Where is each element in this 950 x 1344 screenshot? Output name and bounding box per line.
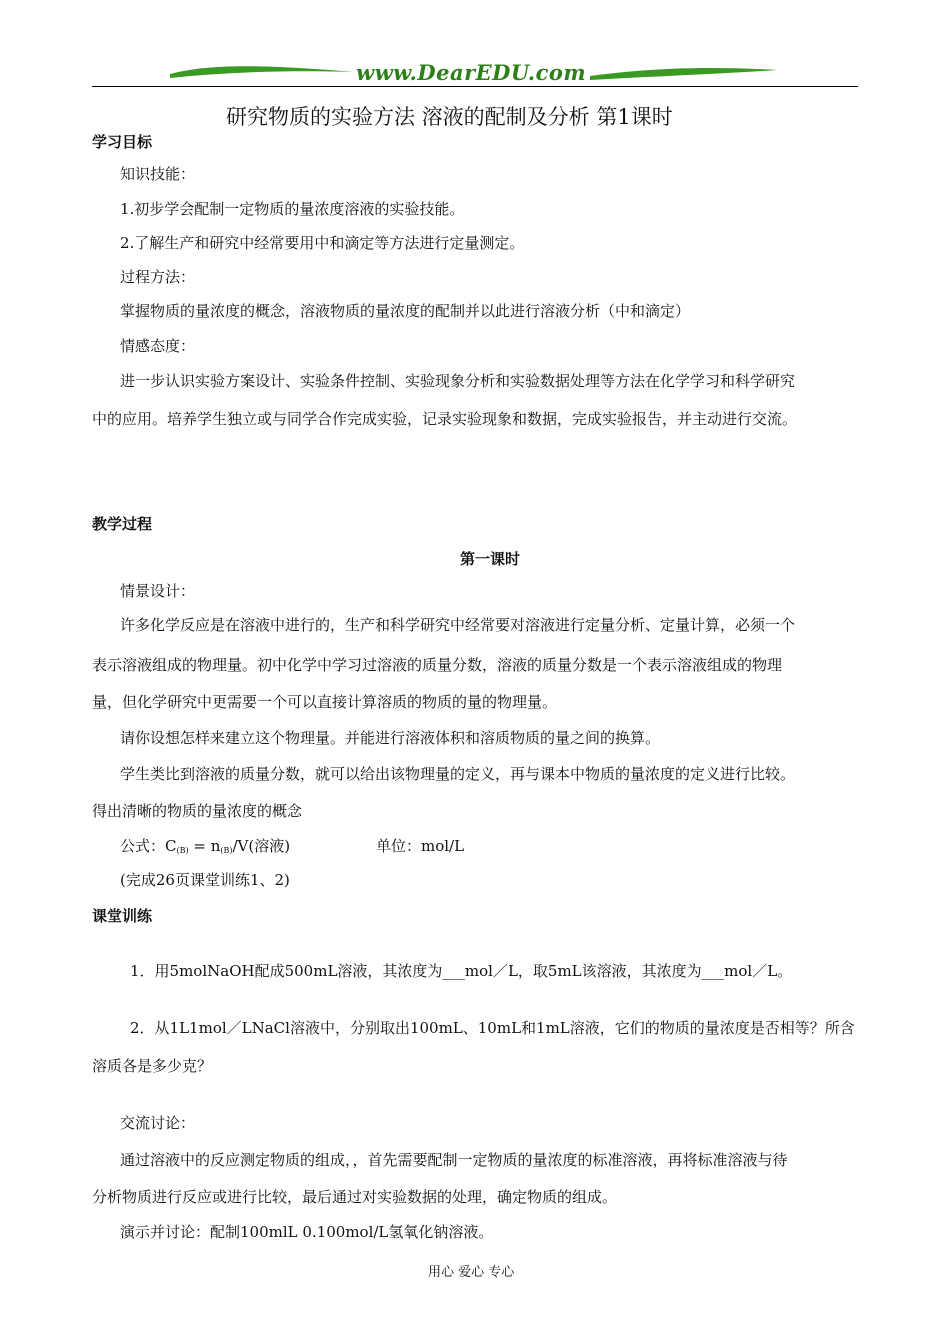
complete-text: (完成26页课堂训练1、2) <box>120 871 290 889</box>
compare-line-2: 得出清晰的物质的量浓度的概念 <box>92 802 303 820</box>
imagine-text: 请你设想怎样来建立这个物理量。并能进行溶液体积和溶质物质的量之间的换算。 <box>120 729 661 747</box>
discussion-line-2: 分析物质进行反应或进行比较，最后通过对实验数据的处理，确定物质的组成。 <box>92 1188 618 1206</box>
demo-text: 演示并讨论：配制100mlL 0.100mol/L氢氧化钠溶液。 <box>120 1223 494 1241</box>
formula-subscript-1: (B) <box>176 846 189 855</box>
practice-heading: 课堂训练 <box>92 907 153 925</box>
swoosh-right-icon <box>588 64 780 84</box>
process-label: 过程方法： <box>120 268 196 286</box>
attitude-label: 情感态度： <box>120 337 196 355</box>
formula-mid: = n <box>188 837 221 855</box>
page-title: 研究物质的实验方法 溶液的配制及分析 第1课时 <box>226 105 673 129</box>
knowledge-label: 知识技能： <box>120 165 196 183</box>
attitude-line-2: 中的应用。培养学生独立或与同学合作完成实验，记录实验现象和数据，完成实验报告，并主动进行交流。 <box>92 410 798 428</box>
swoosh-left-icon <box>168 62 358 82</box>
lesson-heading: 第一课时 <box>460 550 521 568</box>
unit-text: 单位：mol/L <box>376 837 465 855</box>
page-footer: 用心 爱心 专心 <box>428 1265 515 1280</box>
compare-line-1: 学生类比到溶液的质量分数，就可以给出该物理量的定义，再与课本中物质的量浓度的定义进行比较。 <box>120 765 796 783</box>
scenario-line-3: 量，但化学研究中更需要一个可以直接计算溶质的物质的量的物理量。 <box>92 693 558 711</box>
goals-heading: 学习目标 <box>92 133 153 151</box>
scenario-line-1: 许多化学反应是在溶液中进行的，生产和科学研究中经常要对溶液进行定量分析、定量计算，必须一个 <box>120 616 796 634</box>
attitude-line-1: 进一步认识实验方案设计、实验条件控制、实验现象分析和实验数据处理等方法在化学学习和科学研究 <box>120 372 796 390</box>
discussion-line-1: 通过溶液中的反应测定物质的组成，，首先需要配制一定物质的量浓度的标准溶液，再将标准溶液与待 <box>120 1151 788 1169</box>
scenario-line-2: 表示溶液组成的物理量。初中化学中学习过溶液的质量分数，溶液的质量分数是一个表示溶液组成的物理 <box>92 656 783 674</box>
teaching-heading: 教学过程 <box>92 515 153 533</box>
goal-item-2: 2.了解生产和研究中经常要用中和滴定等方法进行定量测定。 <box>120 234 525 252</box>
formula-subscript-2: (B) <box>220 846 233 855</box>
discussion-label: 交流讨论： <box>120 1114 196 1132</box>
formula <box>120 836 290 859</box>
site-logo-text: www.DearEDU.com <box>356 60 587 85</box>
header-rule <box>92 86 858 87</box>
question-2-line-1: 2．从1L1mol／LNaCl溶液中，分别取出100mL、10mL和1mL溶液，它们的物质的量浓度是否相等？所含 <box>130 1019 855 1037</box>
formula-tail: /V(溶液) <box>232 837 291 855</box>
process-text: 掌握物质的量浓度的概念，溶液物质的量浓度的配制并以此进行溶液分析（中和滴定） <box>120 302 691 320</box>
scenario-label: 情景设计： <box>120 582 196 600</box>
formula-prefix: 公式：C <box>120 837 177 855</box>
question-2-line-2: 溶质各是多少克？ <box>92 1057 213 1075</box>
question-1: 1．用5molNaOH配成500mL溶液，其浓度为___mol／L，取5mL该溶液，其浓度为___mol／L。 <box>130 962 793 980</box>
goal-item-1: 1.初步学会配制一定物质的量浓度溶液的实验技能。 <box>120 200 465 218</box>
